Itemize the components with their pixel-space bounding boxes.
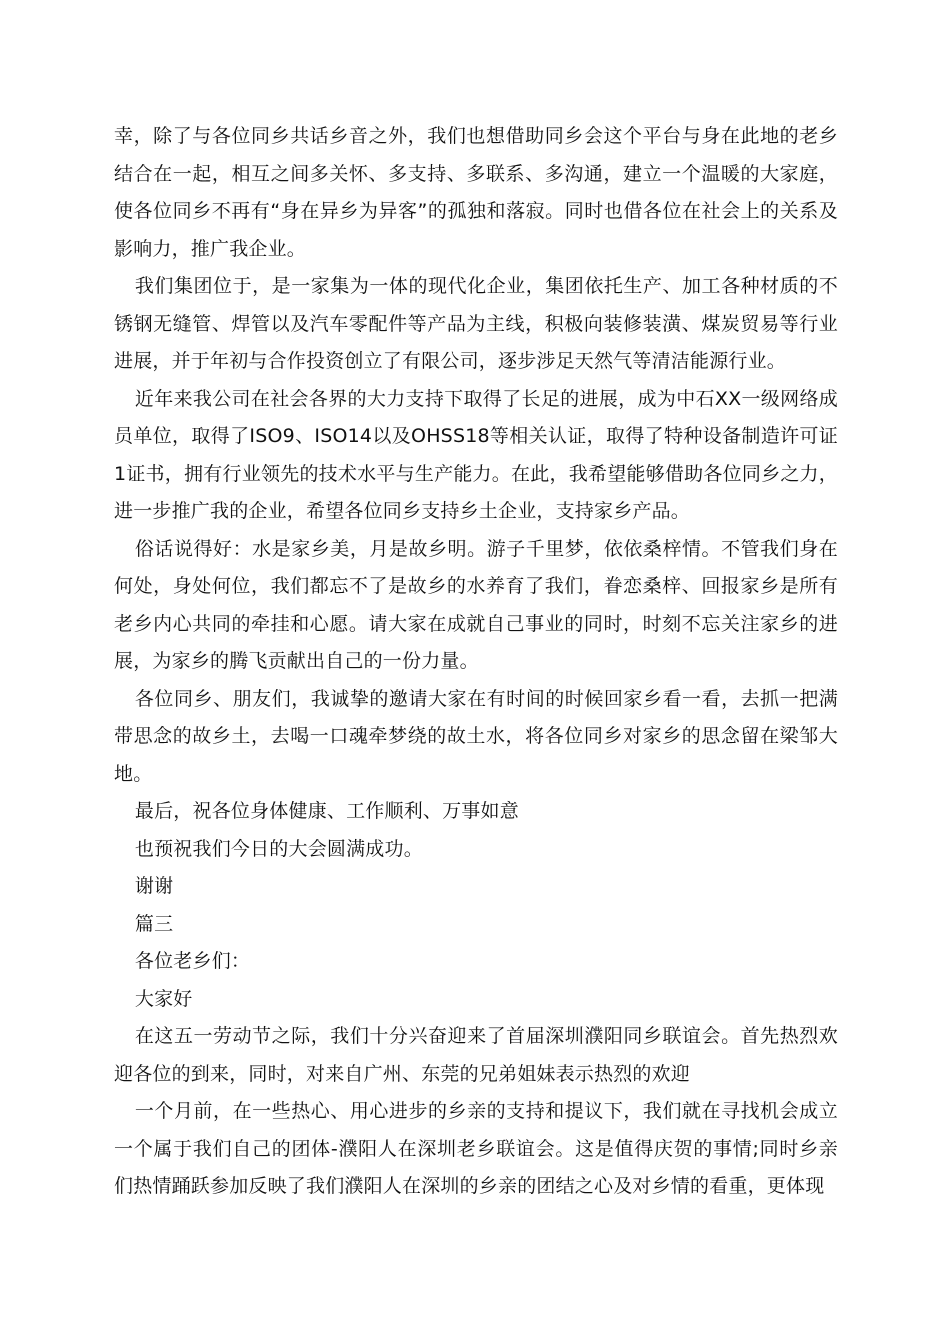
salutation: 各位老乡们： [134,950,251,972]
paragraph: 最后，祝各位身体健康、工作顺利、万事如意 [134,800,519,822]
document-body [114,118,838,1206]
greeting: 大家好 [134,987,193,1010]
paragraph: 也预祝我们今日的大会圆满成功。 [134,837,423,860]
paragraph: 一个月前，在一些热心、用心进步的乡亲的支持和提议下，我们就在寻找机会成立一个属于我们自己的团体-濮阳人在深圳老乡联谊会。这是值得庆贺的事情;同时乡亲们热情踊跃参加反映了我们濮阳人在深圳的乡亲的团结之心及对乡情的看重，更体现 [114,1100,838,1197]
paragraph: 谢谢 [134,875,174,897]
paragraph: 俗话说得好：水是家乡美，月是故乡明。游子千里梦，依依桑梓情。不管我们身在何处，身处何位，我们都忘不了是故乡的水养育了我们，眷恋桑梓、回报家乡是所有老乡内心共同的牵挂和心愿。请大家在成就自己事业的同时，时刻不忘关注家乡的进展，为家乡的腾飞贡献出自己的一份力量。 [114,537,838,672]
paragraph: 各位同乡、朋友们，我诚挚的邀请大家在有时间的时候回家乡看一看，去抓一把满带思念的故乡土，去喝一口魂牵梦绕的故土水，将各位同乡对家乡的思念留在梁邹大地。 [114,687,838,785]
section-heading: 篇三 [134,912,174,935]
paragraph: 近年来我公司在社会各界的大力支持下取得了长足的进展，成为中石XX一级网络成员单位，取得了ISO9、ISO14以及OHSS18等相关认证，取得了特种设备制造许可证1证书，拥有行业领先的技术水平与生产能力。在此，我希望能够借助各位同乡之力，进一步推广我的企业，希望各位同乡支持乡土企业，支持家乡产品。 [114,387,838,522]
paragraph: 幸，除了与各位同乡共话乡音之外，我们也想借助同乡会这个平台与身在此地的老乡结合在一起，相互之间多关怀、多支持、多联系、多沟通，建立一个温暖的大家庭，使各位同乡不再有“身在异乡为异客”的孤独和落寂。同时也借各位在社会上的关系及影响力，推广我企业。 [114,125,838,260]
paragraph: 在这五一劳动节之际，我们十分兴奋迎来了首届深圳濮阳同乡联谊会。首先热烈欢迎各位的到来，同时，对来自广州、东莞的兄弟姐妹表示热烈的欢迎 [114,1025,838,1085]
paragraph: 我们集团位于，是一家集为一体的现代化企业，集团依托生产、加工各种材质的不锈钢无缝管、焊管以及汽车零配件等产品为主线，积极向装修装潢、煤炭贸易等行业进展，并于年初与合作投资创立了有限公司，逐步涉足天然气等清洁能源行业。 [114,275,838,372]
